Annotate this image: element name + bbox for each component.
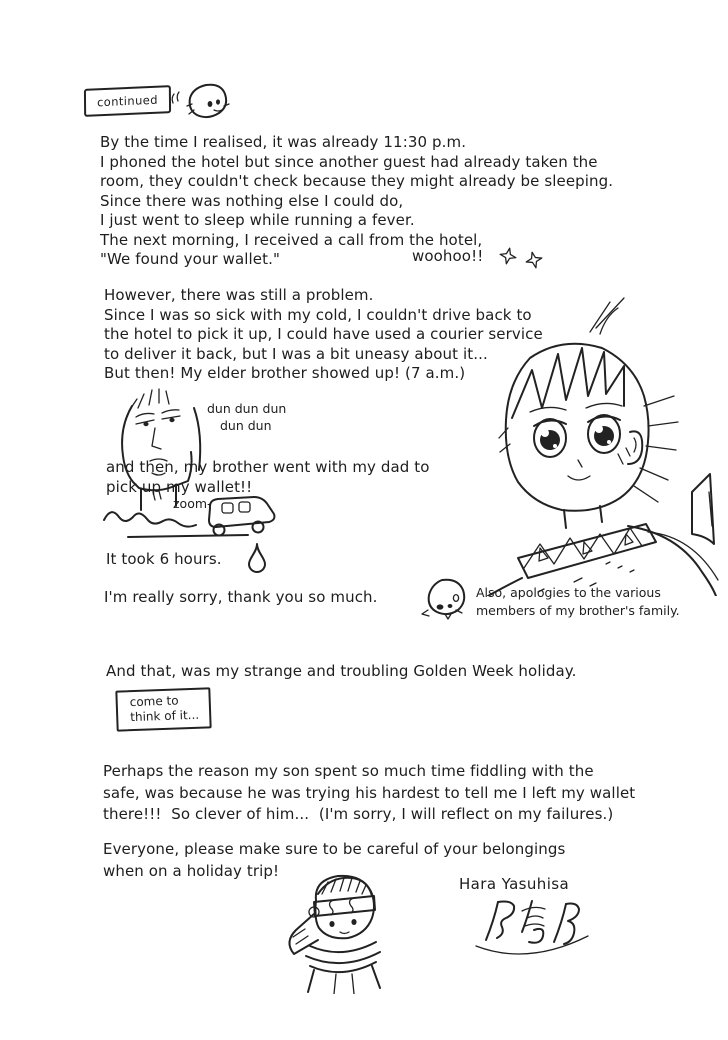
story-line: However, there was still a problem. [104,286,374,304]
box-line: come to [129,693,179,710]
story-line: pick up my wallet!! [106,478,253,496]
story-line: Everyone, please make sure to be careful of your belongings [103,840,566,858]
story-line: there!!! So clever of him... (I'm sorry, I will reflect on my failures.) [103,805,614,823]
zoom-sfx: zoom- [173,496,212,511]
story-line: The next morning, I received a call from the hotel, [100,230,483,249]
woohoo-exclamation: woohoo!! [412,247,484,265]
note-line: Also, apologies to the various [476,585,661,600]
hours-line: It took 6 hours. [106,550,222,568]
note-line: members of my brother's family. [476,602,680,618]
story-line: By the time I realised, it was already 11:30 p.m. [100,133,467,151]
story-line: I phoned the hotel but since another guest had already taken the [100,152,598,171]
box-line: think of it... [130,707,200,725]
story-line: to deliver it back, but I was a bit uneasy about it... [104,344,488,363]
sfx-line: dun dun [220,417,272,433]
story-line: But then! My elder brother showed up! (7 a.m.) [104,364,466,382]
continued-label: continued [96,92,158,110]
paragraph-brother-dad [106,457,430,497]
paragraph-problem [104,286,543,384]
boy-illustration [478,296,726,596]
story-line: I just went to sleep while running a fever. [100,211,415,229]
author-name: Hara Yasuhisa [459,875,570,893]
story-line: and then, my brother went with my dad to [106,458,430,476]
story-line: room, they couldn't check because they might already be sleeping. [100,172,614,190]
sfx-line: dun dun dun [207,401,287,416]
paragraph-son-safe [103,761,635,826]
continued-box [84,85,171,117]
story-line: Perhaps the reason my son spent so much time fiddling with the [103,762,594,780]
story-line: the hotel to pick it up, I could have used a courier service [104,325,543,343]
sorry-line: I'm really sorry, thank you so much. [104,588,378,606]
golden-week-line: And that, was my strange and troubling Golden Week holiday. [106,662,577,680]
story-line: when on a holiday trip! [103,861,280,880]
chick-doodle-apology-icon [416,576,472,630]
kanji-signature-icon [468,896,606,960]
come-to-think-box [115,687,211,731]
story-line: safe, was because he was trying his hardest to tell me I left my wallet [103,783,636,802]
story-line: Since there was nothing else I could do, [100,191,404,210]
story-line: "We found your wallet." [100,250,280,268]
salute-kid-doodle-icon [280,870,402,994]
story-line: Since I was so sick with my cold, I couldn't drive back to [104,305,532,324]
sparkle-icon [498,246,546,270]
chick-doodle-top-icon [166,80,230,128]
dun-dun-sfx [207,401,286,434]
sweat-drop-icon [247,542,267,574]
